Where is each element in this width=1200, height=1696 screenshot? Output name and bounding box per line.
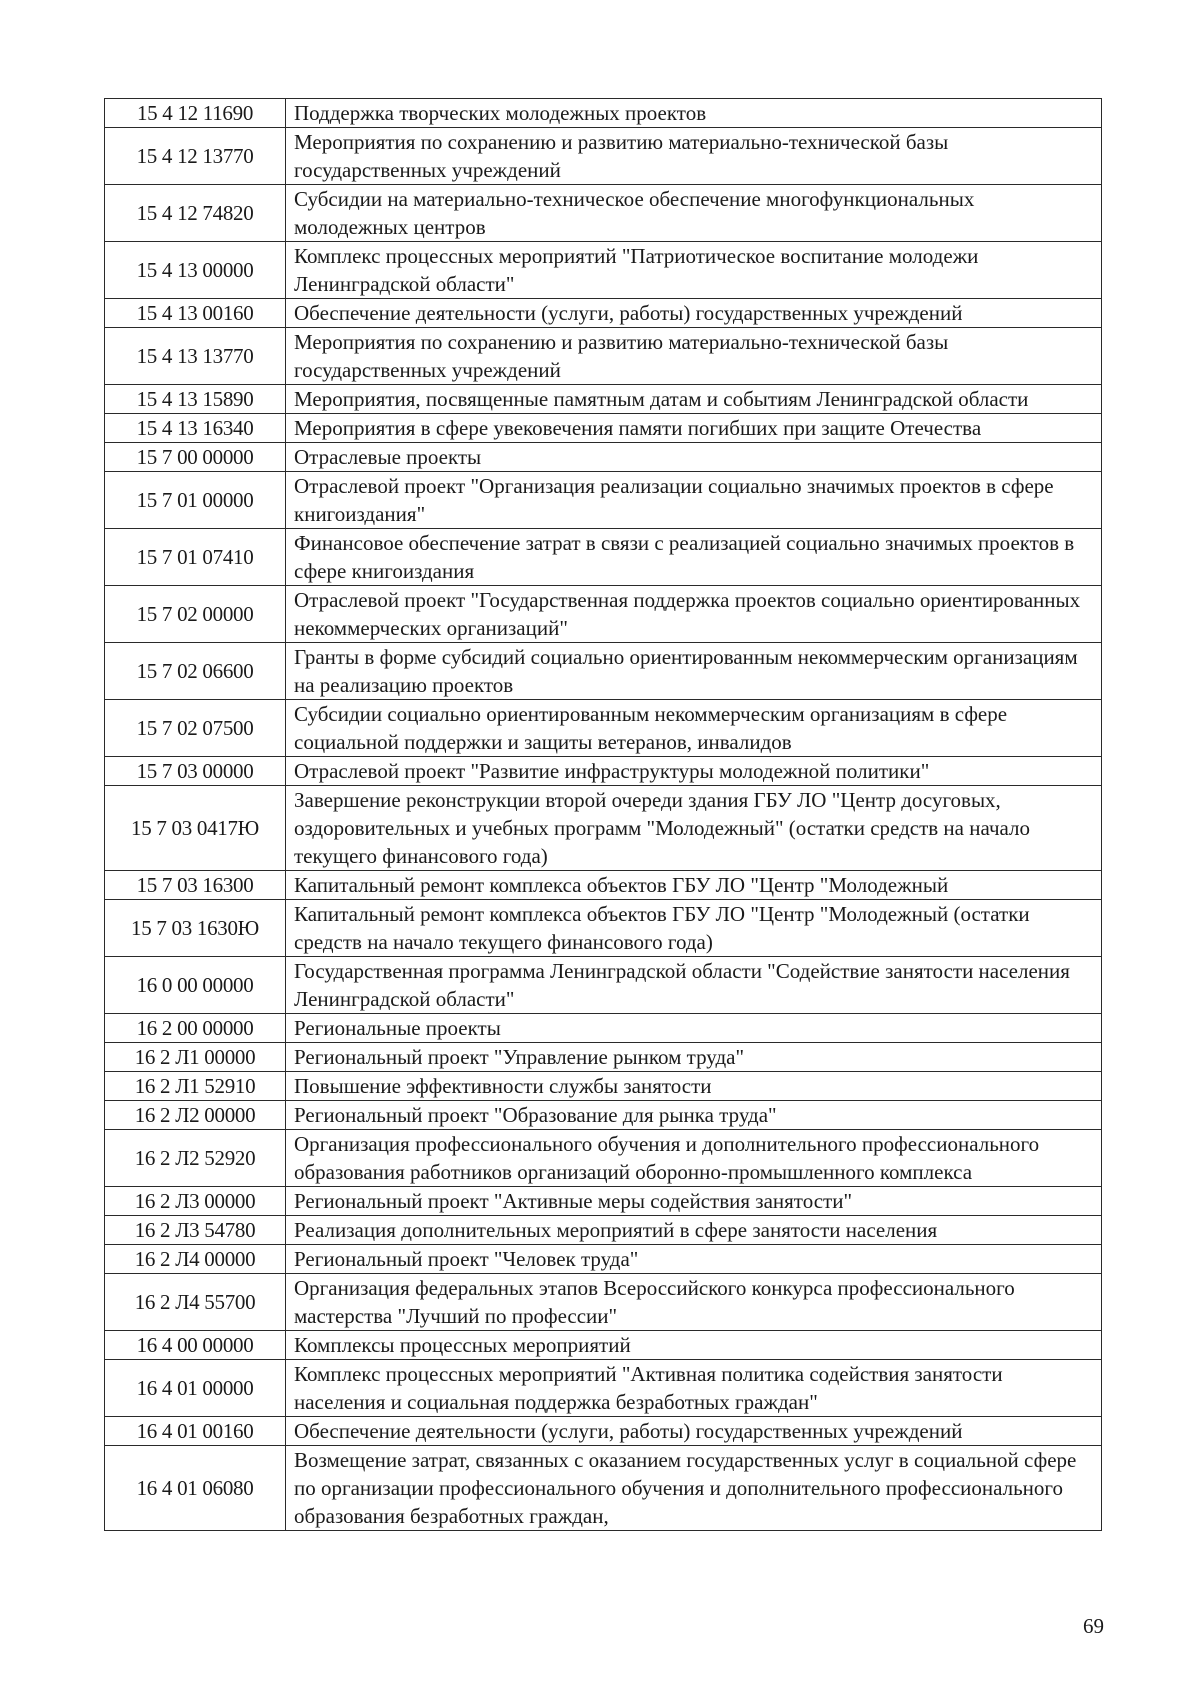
table-row	[105, 242, 1102, 299]
table-row	[105, 957, 1102, 1014]
row-name-cell: Мероприятия по сохранению и развитию материально-технической базы государственных учреждений	[286, 128, 1102, 185]
row-code-cell: 15 7 01 07410	[105, 529, 286, 586]
row-code-cell: 16 2 Л3 54780	[105, 1216, 286, 1245]
row-name-cell: Отраслевой проект "Развитие инфраструктуры молодежной политики"	[286, 757, 1102, 786]
table-row	[105, 185, 1102, 242]
row-code-cell: 16 4 01 00160	[105, 1417, 286, 1446]
code-table-sheet	[104, 98, 1102, 1531]
row-code-cell: 15 7 03 0417Ю	[105, 786, 286, 871]
table-row	[105, 1187, 1102, 1216]
table-row	[105, 1274, 1102, 1331]
table-row	[105, 1130, 1102, 1187]
row-name-cell: Организация профессионального обучения и дополнительного профессионального образования работников организаций оборонно-промышленного комплекса	[286, 1130, 1102, 1187]
row-code-cell: 15 7 03 16300	[105, 871, 286, 900]
table-row	[105, 328, 1102, 385]
table-row	[105, 700, 1102, 757]
table-row	[105, 1360, 1102, 1417]
row-code-cell: 16 2 Л2 52920	[105, 1130, 286, 1187]
row-code-cell: 16 2 Л4 00000	[105, 1245, 286, 1274]
table-row	[105, 414, 1102, 443]
row-name-cell: Обеспечение деятельности (услуги, работы) государственных учреждений	[286, 299, 1102, 328]
row-name-cell: Региональный проект "Управление рынком труда"	[286, 1043, 1102, 1072]
row-name-cell: Реализация дополнительных мероприятий в сфере занятости населения	[286, 1216, 1102, 1245]
table-row	[105, 586, 1102, 643]
row-code-cell: 16 2 Л2 00000	[105, 1101, 286, 1130]
row-code-cell: 15 4 12 74820	[105, 185, 286, 242]
table-row	[105, 1245, 1102, 1274]
row-name-cell: Региональный проект "Активные меры содействия занятости"	[286, 1187, 1102, 1216]
table-row	[105, 757, 1102, 786]
row-name-cell: Отраслевой проект "Организация реализации социально значимых проектов в сфере книгоиздания"	[286, 472, 1102, 529]
row-name-cell: Региональный проект "Образование для рынка труда"	[286, 1101, 1102, 1130]
row-code-cell: 15 7 02 07500	[105, 700, 286, 757]
row-name-cell: Государственная программа Ленинградской области "Содействие занятости населения Ленинградской области"	[286, 957, 1102, 1014]
row-name-cell: Субсидии социально ориентированным некоммерческим организациям в сфере социальной поддержки и защиты ветеранов, инвалидов	[286, 700, 1102, 757]
row-name-cell: Мероприятия в сфере увековечения памяти погибших при защите Отечества	[286, 414, 1102, 443]
row-name-cell: Поддержка творческих молодежных проектов	[286, 99, 1102, 128]
row-name-cell: Финансовое обеспечение затрат в связи с реализацией социально значимых проектов в сфере книгоиздания	[286, 529, 1102, 586]
row-code-cell: 16 4 00 00000	[105, 1331, 286, 1360]
row-code-cell: 15 7 00 00000	[105, 443, 286, 472]
row-code-cell: 15 4 13 15890	[105, 385, 286, 414]
row-code-cell: 15 4 13 00160	[105, 299, 286, 328]
table-row	[105, 786, 1102, 871]
row-name-cell: Комплекс процессных мероприятий "Активная политика содействия занятости населения и социальная поддержка безработных граждан"	[286, 1360, 1102, 1417]
table-row	[105, 1331, 1102, 1360]
row-name-cell: Обеспечение деятельности (услуги, работы) государственных учреждений	[286, 1417, 1102, 1446]
page-number: 69	[1083, 1614, 1104, 1638]
row-code-cell: 15 4 13 00000	[105, 242, 286, 299]
row-code-cell: 16 2 Л1 52910	[105, 1072, 286, 1101]
row-code-cell: 16 2 Л3 00000	[105, 1187, 286, 1216]
row-code-cell: 15 4 13 16340	[105, 414, 286, 443]
row-code-cell: 15 7 03 1630Ю	[105, 900, 286, 957]
table-body	[105, 99, 1102, 1531]
row-name-cell: Отраслевые проекты	[286, 443, 1102, 472]
row-name-cell: Капитальный ремонт комплекса объектов ГБУ ЛО "Центр "Молодежный	[286, 871, 1102, 900]
row-code-cell: 15 7 03 00000	[105, 757, 286, 786]
table-row	[105, 1446, 1102, 1531]
row-code-cell: 16 4 01 00000	[105, 1360, 286, 1417]
row-name-cell: Комплексы процессных мероприятий	[286, 1331, 1102, 1360]
row-name-cell: Капитальный ремонт комплекса объектов ГБУ ЛО "Центр "Молодежный (остатки средств на начало текущего финансового года)	[286, 900, 1102, 957]
row-name-cell: Комплекс процессных мероприятий "Патриотическое воспитание молодежи Ленинградской области"	[286, 242, 1102, 299]
table-row	[105, 299, 1102, 328]
row-code-cell: 15 4 12 13770	[105, 128, 286, 185]
table-row	[105, 99, 1102, 128]
table-row	[105, 643, 1102, 700]
table-row	[105, 1043, 1102, 1072]
table-row	[105, 529, 1102, 586]
table-row	[105, 1072, 1102, 1101]
table-row	[105, 1101, 1102, 1130]
table-row	[105, 1417, 1102, 1446]
row-code-cell: 15 4 13 13770	[105, 328, 286, 385]
row-code-cell: 15 4 12 11690	[105, 99, 286, 128]
row-code-cell: 16 2 00 00000	[105, 1014, 286, 1043]
row-name-cell: Гранты в форме субсидий социально ориентированным некоммерческим организациям на реализацию проектов	[286, 643, 1102, 700]
row-name-cell: Организация федеральных этапов Всероссийского конкурса профессионального мастерства "Лучший по профессии"	[286, 1274, 1102, 1331]
table-row	[105, 1014, 1102, 1043]
table-row	[105, 900, 1102, 957]
row-name-cell: Возмещение затрат, связанных с оказанием государственных услуг в социальной сфере по организации профессионального обучения и дополнительного профессионального образования безработных граждан,	[286, 1446, 1102, 1531]
row-name-cell: Региональный проект "Человек труда"	[286, 1245, 1102, 1274]
row-name-cell: Мероприятия по сохранению и развитию материально-технической базы государственных учреждений	[286, 328, 1102, 385]
budget-code-table	[104, 98, 1102, 1531]
row-code-cell: 15 7 02 06600	[105, 643, 286, 700]
table-row	[105, 472, 1102, 529]
row-code-cell: 16 0 00 00000	[105, 957, 286, 1014]
row-name-cell: Субсидии на материально-техническое обеспечение многофункциональных молодежных центров	[286, 185, 1102, 242]
row-code-cell: 16 2 Л1 00000	[105, 1043, 286, 1072]
table-row	[105, 385, 1102, 414]
row-name-cell: Региональные проекты	[286, 1014, 1102, 1043]
row-name-cell: Отраслевой проект "Государственная поддержка проектов социально ориентированных некоммерческих организаций"	[286, 586, 1102, 643]
row-name-cell: Мероприятия, посвященные памятным датам и событиям Ленинградской области	[286, 385, 1102, 414]
table-row	[105, 443, 1102, 472]
row-code-cell: 15 7 01 00000	[105, 472, 286, 529]
row-name-cell: Завершение реконструкции второй очереди здания ГБУ ЛО "Центр досуговых, оздоровительных и учебных программ "Молодежный" (остатки средств на начало текущего финансового года)	[286, 786, 1102, 871]
table-row	[105, 871, 1102, 900]
table-row	[105, 128, 1102, 185]
table-row	[105, 1216, 1102, 1245]
row-name-cell: Повышение эффективности службы занятости	[286, 1072, 1102, 1101]
row-code-cell: 16 4 01 06080	[105, 1446, 286, 1531]
row-code-cell: 16 2 Л4 55700	[105, 1274, 286, 1331]
row-code-cell: 15 7 02 00000	[105, 586, 286, 643]
